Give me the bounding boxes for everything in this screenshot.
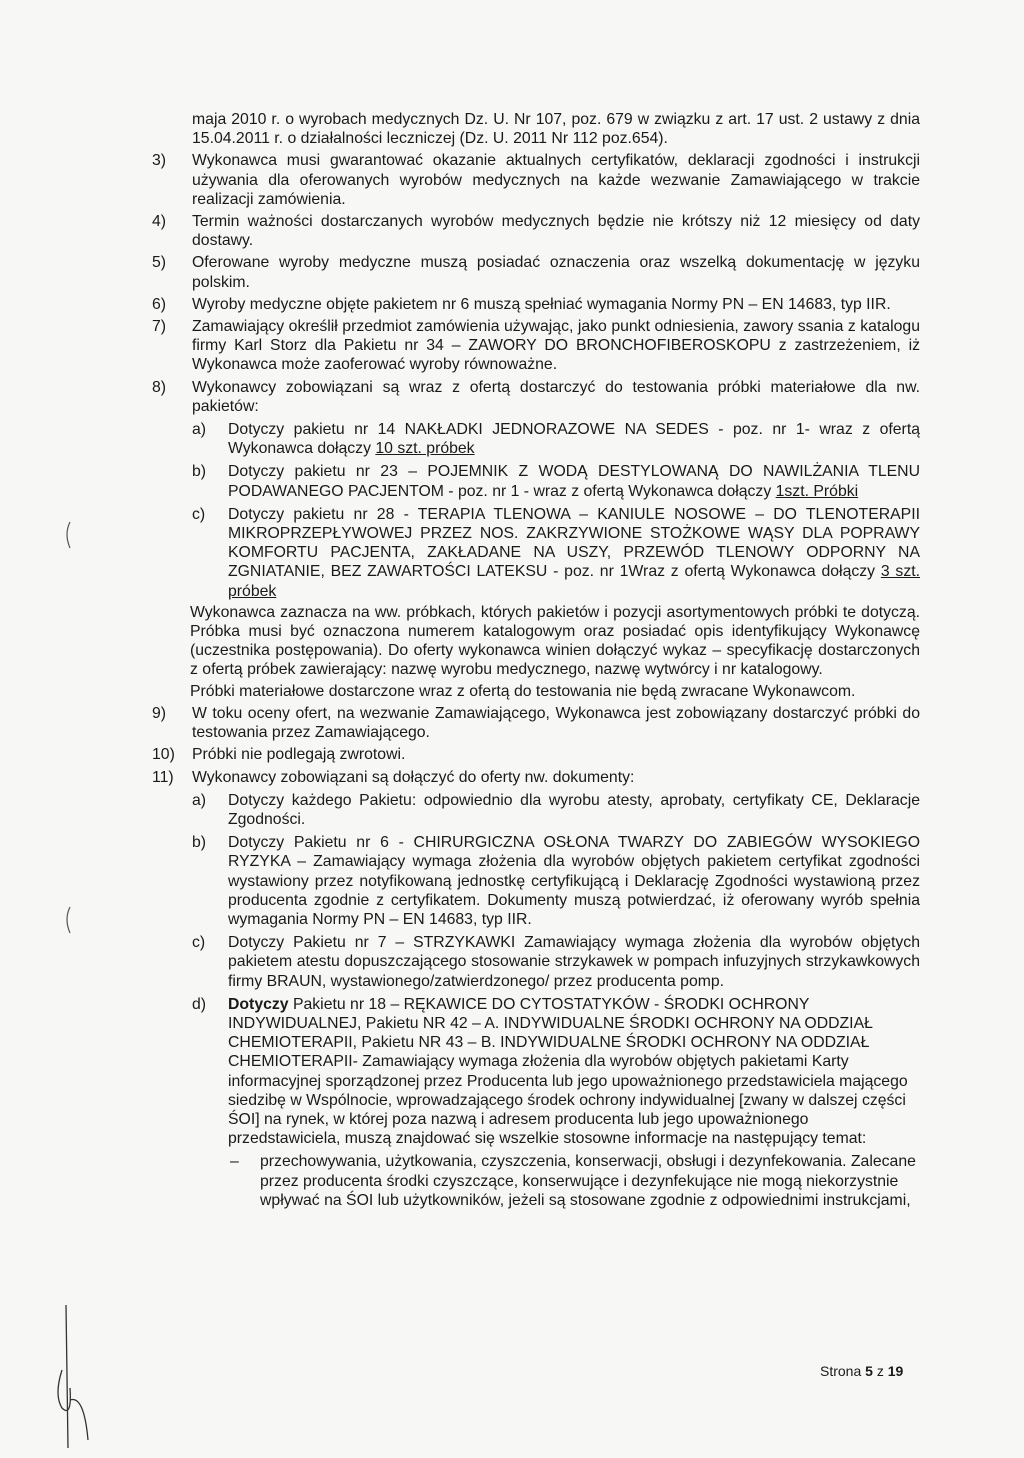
item-text: Termin ważności dostarczanych wyrobów medycznych będzie nie krótszy niż 12 miesięcy od daty dostawy. bbox=[192, 213, 920, 250]
item-number: 6) bbox=[152, 295, 167, 313]
item-number: 4) bbox=[152, 213, 167, 231]
item-text: Próbki nie podlegają zwrotowi. bbox=[192, 746, 406, 764]
item-text: Zamawiający określił przedmiot zamówienia używając, jako punkt odniesienia, zawory ssania z katalogu firmy Karl Storz dla Pakietu nr 34 – ZAWORY DO BRONCHOFIBEROSKOPU z zastrzeżeniem, iż Wykonawca może zaoferować wyroby równoważne. bbox=[192, 318, 920, 374]
sample-count: 1szt. Próbki bbox=[775, 482, 859, 500]
item-number: 10) bbox=[152, 746, 175, 764]
sub-text: Dotyczy każdego Pakietu: odpowiednio dla wyrobu atesty, aprobaty, certyfikaty CE, Deklaracje Zgodności. bbox=[228, 791, 920, 828]
sub-text bbox=[228, 995, 920, 1149]
item-number: 5) bbox=[152, 254, 167, 272]
item-body bbox=[192, 378, 920, 601]
page-footer bbox=[820, 1363, 903, 1379]
item-text: Wykonawcy zobowiązani są wraz z ofertą dostarczyć do testowania próbki materiałowe dla nw. pakietów: bbox=[192, 378, 920, 415]
list-item bbox=[152, 212, 920, 250]
item-number: 8) bbox=[152, 378, 167, 396]
sub-item-a bbox=[192, 420, 920, 458]
footer-prefix: Strona bbox=[820, 1363, 866, 1379]
sample-count: 3 szt. próbek bbox=[228, 563, 920, 600]
dash-item bbox=[226, 1152, 920, 1210]
page-number: 5 bbox=[865, 1363, 873, 1379]
sub-text bbox=[228, 462, 920, 500]
samples-note: Wykonawca zaznacza na ww. próbkach, których pakietów i pozycji asortymentowych próbki te dotyczą. Próbka musi być oznaczona numerem katalogowym oraz posiadać opis identyfikujący Wykonawcę (uczestnika postępowania). Do oferty wykonawca winien dołączyć wykaz – specyfikację dostarczonych z ofertą próbek zawierający: nazwę wyrobu medycznego, nazwę wytwórcy i nr katalogowy. bbox=[190, 603, 920, 679]
sub-letter: a) bbox=[192, 791, 207, 809]
sub-text-body: Dotyczy pakietu nr 23 – POJEMNIK Z WODĄ DESTYLOWANĄ DO NAWILŻANIA TLENU PODAWANEGO PACJENTOM - poz. nr 1 - wraz z ofertą Wykonawca dołączy bbox=[228, 463, 920, 500]
sub-item-a bbox=[192, 791, 920, 829]
sub-text-body: Dotyczy pakietu nr 28 - TERAPIA TLENOWA – KANIULE NOSOWE – DO TLENOTERAPII MIKROPRZEPŁYWOWEJ PRZEZ NOS. ZAKRZYWIONE STOŻKOWE WĄSY DLA POPRAWY KOMFORTU PACJENTA, ZAKŁADANE NA USZY, PRZEWÓD TLENOWY ODPORNY NA ZGNIATANIE, BEZ ZAWARTOŚCI LATEKSU - poz. nr 1Wraz z ofertą Wykonawca dołączy bbox=[228, 505, 920, 581]
page-content bbox=[152, 110, 920, 1210]
sub-item-c bbox=[192, 505, 920, 601]
item-number: 9) bbox=[152, 704, 167, 722]
item-text: Wykonawca musi gwarantować okazanie aktualnych certyfikatów, deklaracji zgodności i instrukcji używania dla oferowanych wyrobów medycznych na każde wezwanie Zamawiającego w trakcie realizacji zamówienia. bbox=[192, 152, 920, 208]
handwritten-initial-mark bbox=[48, 1300, 98, 1450]
sub-item-b bbox=[192, 462, 920, 500]
bold-word: Dotyczy bbox=[228, 995, 289, 1013]
margin-bracket-mark bbox=[60, 905, 74, 935]
list-item bbox=[152, 745, 920, 764]
sub-letter: c) bbox=[192, 934, 206, 952]
sub-text bbox=[228, 420, 920, 458]
sub-letter: a) bbox=[192, 421, 207, 439]
sub-text-body: Dotyczy pakietu nr 14 NAKŁADKI JEDNORAZOWE NA SEDES - poz. nr 1- wraz z ofertą Wykonawca dołączy bbox=[228, 421, 920, 458]
sub-item-b bbox=[192, 833, 920, 929]
list-item bbox=[152, 317, 920, 375]
item-number: 11) bbox=[152, 768, 174, 786]
list-item-8 bbox=[152, 378, 920, 601]
item-number: 7) bbox=[152, 318, 167, 336]
dash-text: przechowywania, użytkowania, czyszczenia, konserwacji, obsługi i dezynfekowania. Zalecane przez producenta środki czyszczące, konserwujące i dezynfekujące nie mogą niekorzystnie wpływać na ŚOI lub użytkowników, jeżeli są stosowane zgodnie z odpowiednimi instrukcjami, bbox=[260, 1153, 916, 1209]
sample-count: 10 szt. próbek bbox=[375, 440, 475, 458]
samples-return-note: Próbki materiałowe dostarczone wraz z ofertą do testowania nie będą zwracane Wykonawcom. bbox=[190, 682, 856, 700]
dash-marker: – bbox=[230, 1153, 239, 1171]
item-text: Oferowane wyroby medyczne muszą posiadać oznaczenia oraz wszelką dokumentację w języku polskim. bbox=[192, 254, 920, 291]
item-text: Wykonawcy zobowiązani są dołączyć do oferty nw. dokumenty: bbox=[192, 768, 635, 786]
page-total: 19 bbox=[887, 1363, 904, 1379]
item-text: W toku oceny ofert, na wezwanie Zamawiającego, Wykonawca jest zobowiązany dostarczyć próbki do testowania przez Zamawiającego. bbox=[192, 704, 920, 742]
lead-paragraph: maja 2010 r. o wyrobach medycznych Dz. U. Nr 107, poz. 679 w związku z art. 17 ust. 2 ustawy z dnia 15.04.2011 r. o działalności leczniczej (Dz. U. 2011 Nr 112 poz.654). bbox=[192, 111, 920, 148]
footer-sep: z bbox=[872, 1363, 888, 1379]
sub-item-c bbox=[192, 933, 920, 991]
sub-letter: d) bbox=[192, 995, 207, 1013]
item-body bbox=[192, 768, 920, 1149]
sub-text-body: Pakietu nr 18 – RĘKAWICE DO CYTOSTATYKÓW - ŚRODKI OCHRONY INDYWIDUALNEJ, Pakietu NR 42 – A. INDYWIDUALNE ŚRODKI OCHRONY NA ODDZIAŁ CHEMIOTERAPII, Pakietu NR 43 – B. INDYWIDUALNE ŚRODKI OCHRONY NA ODDZIAŁ CHEMIOTERAPII- Zamawiający wymaga złożenia dla wyrobów objętych pakietami Karty informacyjnej sporządzonej przez Producenta lub jego upoważnionego przedstawiciela mającego siedzibę w Wspólnocie, wprowadzającego środek ochrony indywidualnej [zwany w dalszej części ŚOI] na rynek, w której poza nazwą i adresem producenta lub jego upoważnionego przedstawiciela, muszą znajdować się wszelkie stosowne informacje na następujący temat: bbox=[228, 995, 908, 1148]
sub-text: Dotyczy Pakietu nr 6 - CHIRURGICZNA OSŁONA TWARZY DO ZABIEGÓW WYSOKIEGO RYZYKA – Zamawiający wymaga złożenia dla wyrobów objętych pakietem certyfikat zgodności wystawiony przez notyfikowaną jednostkę certyfikującą i Deklarację Zgodności wystawioną przez producenta zgodnie z certyfikatem. Dokumenty muszą potwierdzać, iż oferowany wyrób spełnia wymagania Normy PN – EN 14683, typ IIR. bbox=[228, 834, 920, 928]
sub-text: Dotyczy Pakietu nr 7 – STRZYKAWKI Zamawiający wymaga złożenia dla wyrobów objętych pakietem atestu dopuszczającego stosowanie strzykawek w pompach infuzyjnych strzykawkowych firmy BRAUN, wystawionego/zatwierdzonego/ przez producenta pomp. bbox=[228, 934, 920, 990]
sub-letter: c) bbox=[192, 505, 206, 523]
list-item bbox=[152, 295, 920, 314]
sub-letter: b) bbox=[192, 463, 207, 481]
list-item-11 bbox=[152, 768, 920, 1149]
list-item bbox=[152, 253, 920, 291]
list-item bbox=[152, 151, 920, 209]
item-text: Wyroby medyczne objęte pakietem nr 6 muszą spełniać wymagania Normy PN – EN 14683, typ IIR. bbox=[192, 295, 891, 313]
sub-letter: b) bbox=[192, 834, 207, 852]
margin-bracket-mark bbox=[60, 520, 74, 550]
sub-text bbox=[228, 505, 920, 601]
list-item bbox=[152, 704, 920, 742]
item-number: 3) bbox=[152, 152, 167, 170]
sub-item-d bbox=[192, 995, 920, 1149]
